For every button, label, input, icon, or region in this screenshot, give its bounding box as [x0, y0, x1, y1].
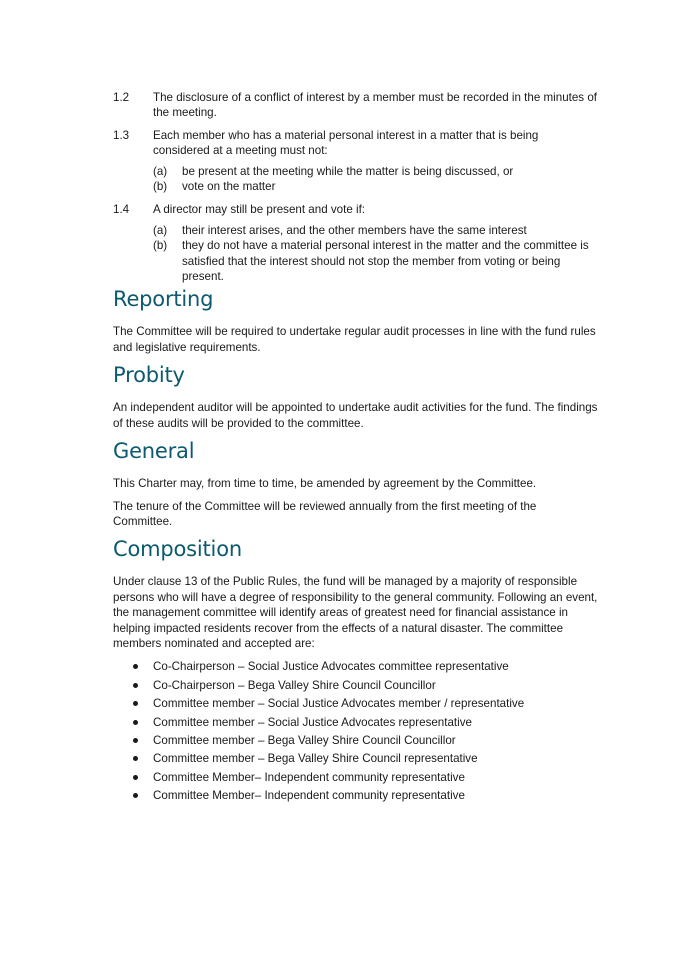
clause-text: The disclosure of a conflict of interest by a member must be recorded in the minutes of the meeting. — [153, 91, 597, 120]
bullet-icon — [113, 788, 153, 803]
general-paragraph-2: The tenure of the Committee will be reviewed annually from the first meeting of the Committee. — [113, 499, 537, 528]
bullet-icon — [113, 770, 153, 785]
member-text: Committee member – Bega Valley Shire Council representative — [153, 752, 478, 766]
member-text: Co-Chairperson – Bega Valley Shire Council Councillor — [153, 678, 436, 692]
list-item — [113, 659, 598, 674]
member-text: Committee member – Social Justice Advocates representative — [153, 715, 472, 729]
sub-item — [153, 238, 598, 284]
sub-item — [153, 164, 598, 179]
probity-paragraph: An independent auditor will be appointed to undertake audit activities for the fund. The findings of these audits will be provided to the committee. — [113, 401, 598, 430]
list-item — [113, 696, 598, 711]
member-text: Committee Member– Independent community representative — [153, 770, 465, 784]
bullet-icon — [113, 696, 153, 711]
sub-item-label: (b) — [153, 180, 168, 194]
clause-1-3-subitems — [113, 164, 598, 195]
clause-1-2 — [113, 90, 598, 121]
heading-general: General — [113, 439, 195, 464]
heading-composition: Composition — [113, 537, 242, 562]
clause-number: 1.3 — [113, 128, 130, 142]
member-text: Committee member – Bega Valley Shire Council Councillor — [153, 733, 456, 747]
heading-probity: Probity — [113, 363, 185, 388]
sub-item-text: their interest arises, and the other members have the same interest — [182, 223, 527, 237]
section-composition — [113, 536, 598, 803]
sub-item-label: (b) — [153, 239, 168, 253]
clause-text: Each member who has a material personal interest in a matter that is being considered at a meeting must not: — [153, 128, 539, 158]
list-item — [113, 733, 598, 748]
bullet-icon — [113, 751, 153, 766]
bullet-icon — [113, 678, 153, 693]
bullet-icon — [113, 733, 153, 748]
bullet-icon — [113, 659, 153, 674]
heading-reporting: Reporting — [113, 287, 214, 312]
sub-item — [153, 223, 598, 238]
section-general — [113, 438, 598, 529]
clause-number: 1.4 — [113, 203, 130, 217]
sub-item-label: (a) — [153, 164, 168, 178]
composition-paragraph: Under clause 13 of the Public Rules, the fund will be managed by a majority of responsible persons who will have a degree of responsibility to the general community. Following an event, the management committee will identify areas of greatest need for financial assistance in helping impacted residents recover from the effects of a natural disaster. The committee members nominated and accepted are: — [113, 575, 598, 650]
document-content — [113, 90, 598, 810]
list-item — [113, 770, 598, 785]
clause-1-4-subitems — [113, 223, 598, 285]
clause-text: A director may still be present and vote if: — [153, 203, 366, 217]
reporting-paragraph: The Committee will be required to undertake regular audit processes in line with the fund rules and legislative requirements. — [113, 325, 596, 354]
member-text: Committee member – Social Justice Advocates member / representative — [153, 697, 525, 711]
sub-item — [153, 179, 598, 194]
list-item — [113, 678, 598, 693]
committee-members-list — [113, 659, 598, 803]
list-item — [113, 715, 598, 730]
section-reporting — [113, 286, 598, 355]
sub-item-text: be present at the meeting while the matter is being discussed, or — [182, 164, 514, 178]
list-item — [113, 751, 598, 766]
clause-1-4 — [113, 202, 598, 217]
bullet-icon — [113, 715, 153, 730]
section-probity — [113, 362, 598, 431]
clause-number: 1.2 — [113, 91, 130, 104]
sub-item-label: (a) — [153, 223, 168, 237]
list-item — [113, 788, 598, 803]
general-paragraph-1: This Charter may, from time to time, be amended by agreement by the Committee. — [113, 477, 537, 491]
sub-item-text: vote on the matter — [182, 180, 276, 194]
sub-item-text: they do not have a material personal interest in the matter and the committee is satisfied that the interest should not stop the member from voting or being present. — [182, 239, 589, 284]
member-text: Committee Member– Independent community representative — [153, 789, 465, 803]
clause-1-3 — [113, 128, 598, 159]
member-text: Co-Chairperson – Social Justice Advocates committee representative — [153, 660, 509, 674]
